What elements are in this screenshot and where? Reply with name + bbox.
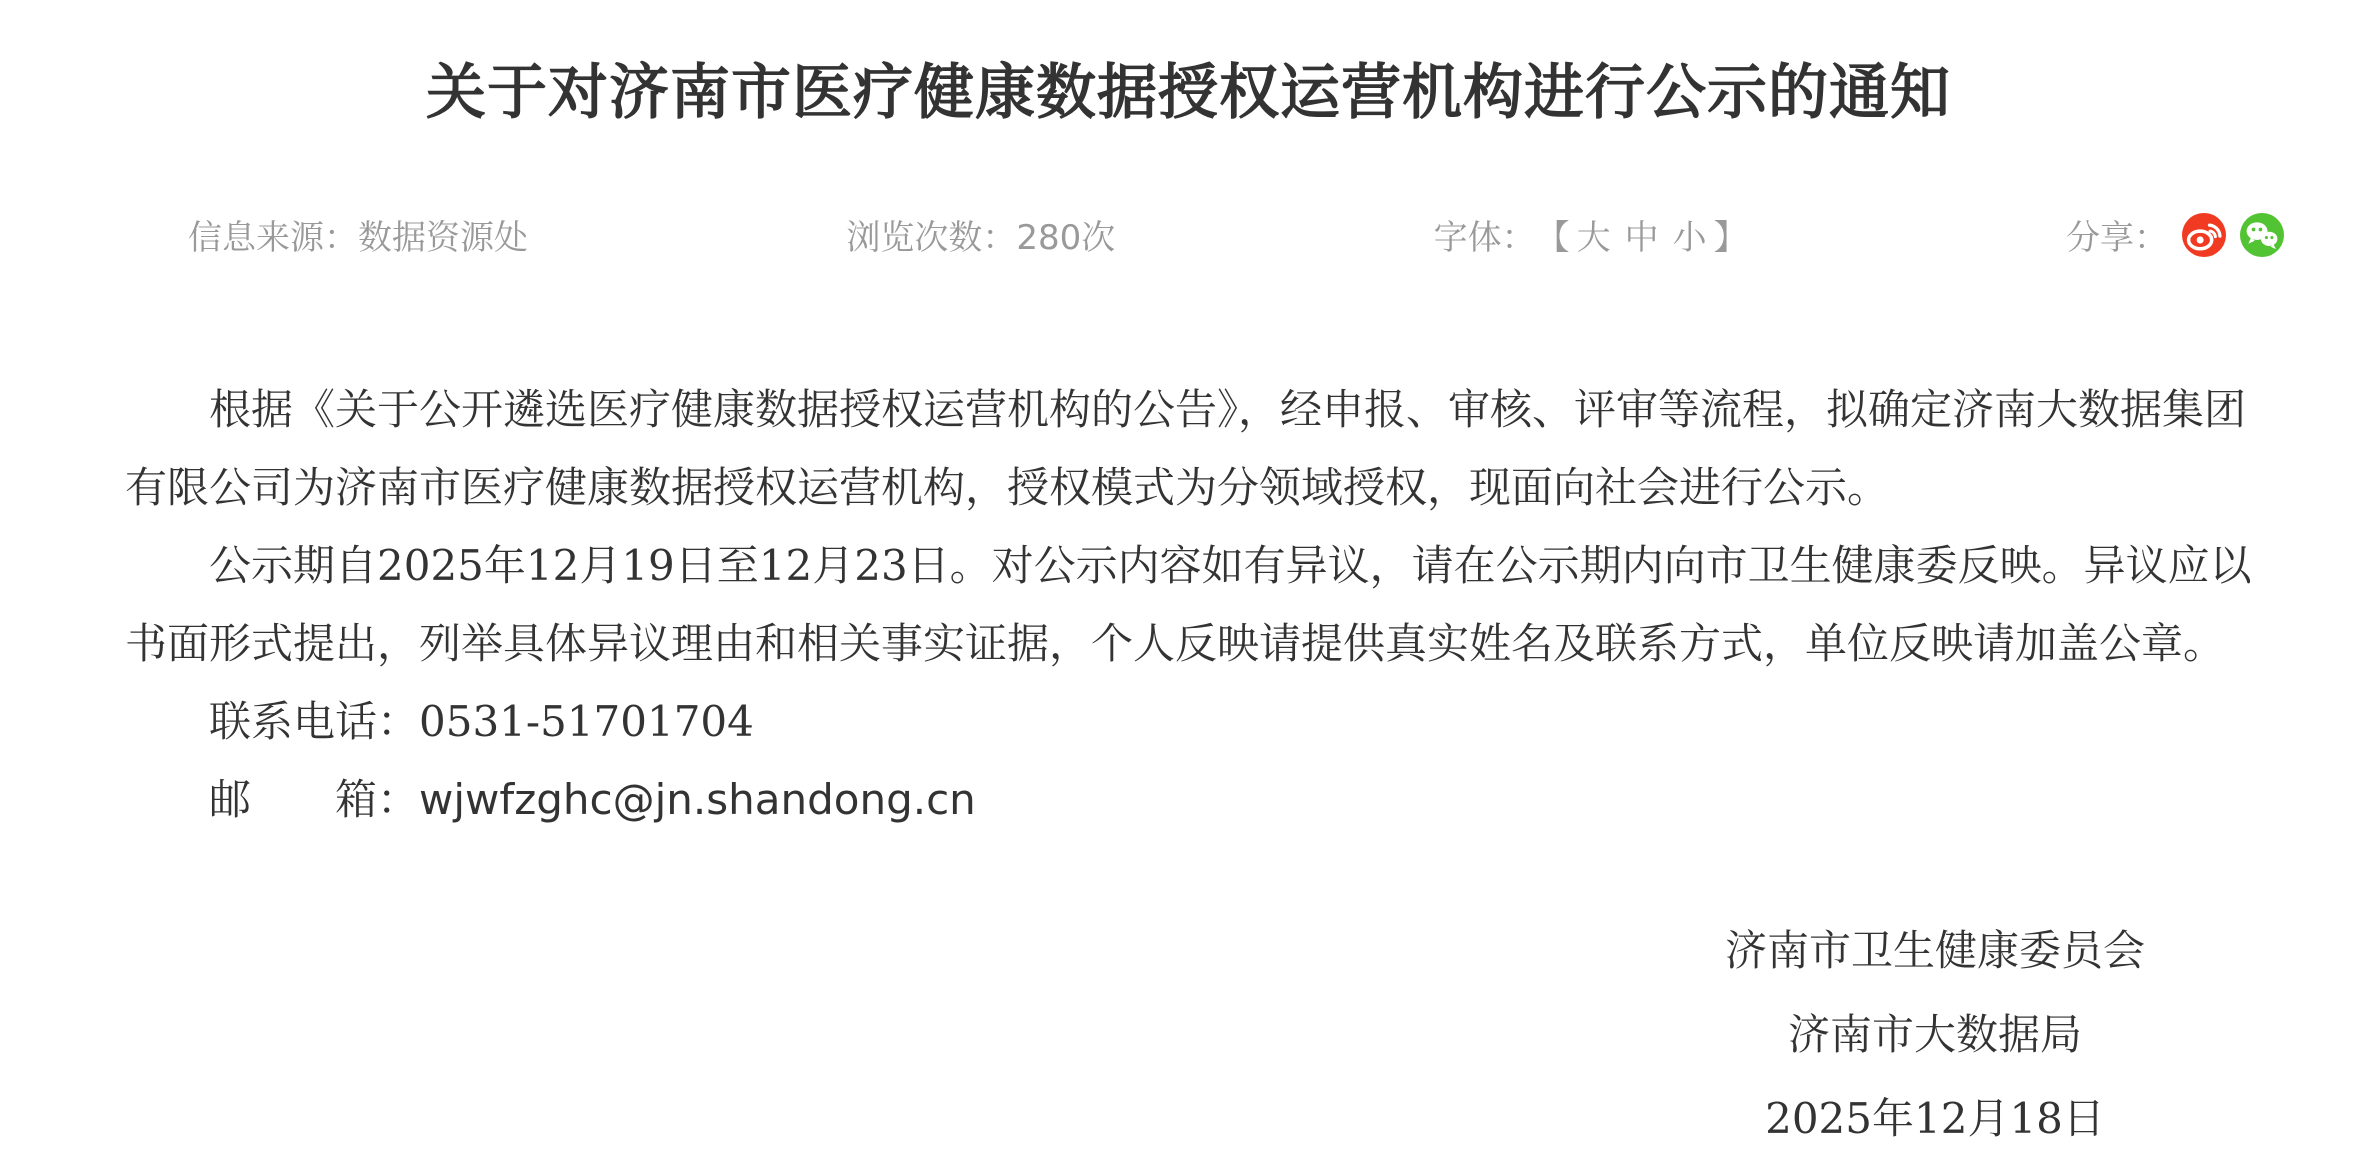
meta-row bbox=[188, 210, 2284, 259]
contact-email-line bbox=[125, 761, 2257, 839]
info-source bbox=[188, 210, 528, 259]
font-size-large-button[interactable]: 大 bbox=[1576, 218, 1611, 259]
signature-block bbox=[1715, 909, 2155, 1161]
font-size-label: 字体： bbox=[1433, 218, 1536, 259]
share-buttons bbox=[2066, 210, 2284, 259]
notice-body bbox=[125, 371, 2257, 1161]
font-size-medium-button[interactable]: 中 bbox=[1624, 218, 1659, 259]
view-count-label: 浏览次数： bbox=[846, 218, 1017, 259]
page-title: 关于对济南市医疗健康数据授权运营机构进行公示的通知 bbox=[426, 58, 1951, 128]
contact-phone-value: 0531-51701704 bbox=[419, 697, 754, 747]
paragraph-2: 公示期自2025年12月19日至12月23日。对公示内容如有异议，请在公示期内向市卫生健康委反映。异议应以书面形式提出，列举具体异议理由和相关事实证据，个人反映请提供真实姓名及联系方式，单位反映请加盖公章。 bbox=[125, 541, 2252, 669]
view-count bbox=[846, 210, 1115, 259]
weibo-icon[interactable] bbox=[2182, 213, 2226, 257]
signature-org-1: 济南市卫生健康委员会 bbox=[1724, 926, 2145, 976]
contact-phone-label: 联系电话： bbox=[209, 697, 420, 747]
wechat-icon[interactable] bbox=[2240, 213, 2284, 257]
paragraph-1: 根据《关于公开遴选医疗健康数据授权运营机构的公告》，经申报、审核、评审等流程，拟确定济南大数据集团有限公司为济南市医疗健康数据授权运营机构，授权模式为分领域授权，现面向社会进行公示。 bbox=[125, 385, 2247, 513]
share-label: 分享： bbox=[2065, 218, 2168, 259]
font-size-switcher bbox=[1434, 210, 1748, 259]
font-size-small-button[interactable]: 小 bbox=[1672, 218, 1707, 259]
info-source-value: 数据资源处 bbox=[358, 218, 528, 259]
font-bracket-left: 【 bbox=[1535, 218, 1570, 259]
contact-phone-line bbox=[125, 683, 2257, 761]
signature-date: 2025年12月18日 bbox=[1765, 1094, 2105, 1144]
contact-email-value: wjwfzghc@jn.shandong.cn bbox=[419, 775, 976, 825]
signature-org-2: 济南市大数据局 bbox=[1787, 1010, 2082, 1060]
contact-email-label-start: 邮 bbox=[209, 775, 252, 825]
font-bracket-right: 】 bbox=[1713, 218, 1748, 259]
contact-email-label-end: 箱： bbox=[335, 775, 420, 825]
info-source-label: 信息来源： bbox=[188, 218, 358, 259]
view-count-value: 280次 bbox=[1016, 218, 1116, 259]
